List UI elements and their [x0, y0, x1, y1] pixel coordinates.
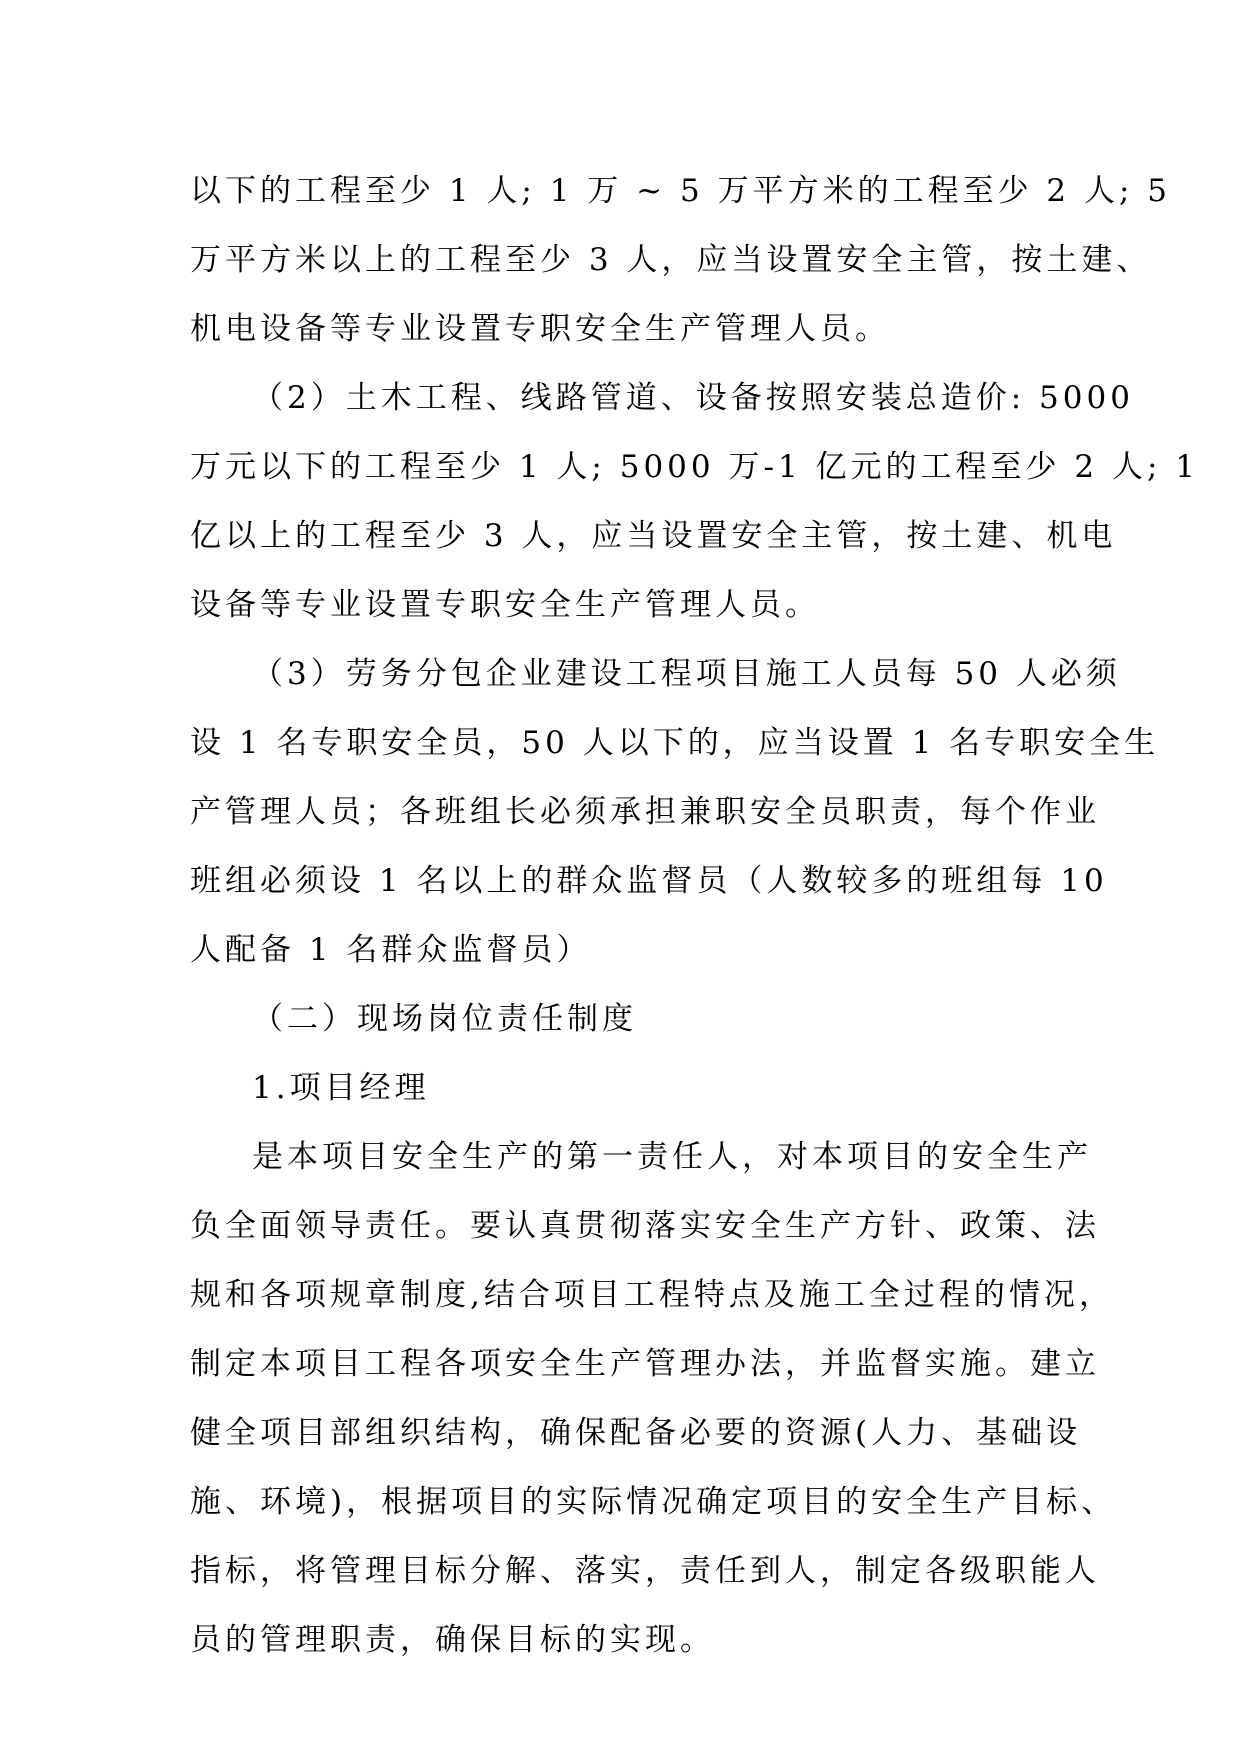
section-heading: （二）现场岗位责任制度 — [252, 1001, 637, 1037]
text-line: 以下的工程至少 1 人; 1 万 ~ 5 万平方米的工程至少 2 人; 5 — [190, 173, 1172, 209]
text-line: 健全项目部组织结构，确保配备必要的资源(人力、基础设 — [190, 1415, 1082, 1451]
text-line: 施、环境)，根据项目的实际情况确定项目的安全生产目标、 — [190, 1484, 1117, 1520]
text-line: 负全面领导责任。要认真贯彻落实安全生产方针、政策、法 — [190, 1208, 1100, 1244]
document-body — [190, 157, 1199, 1675]
text-line: 万平方米以上的工程至少 3 人，应当设置安全主管，按土建、 — [190, 242, 1152, 278]
text-line: 万元以下的工程至少 1 人; 5000 万-1 亿元的工程至少 2 人; 1 — [190, 449, 1199, 485]
text-line: 规和各项规章制度,结合项目工程特点及施工全过程的情况， — [190, 1277, 1114, 1313]
text-line: 亿以上的工程至少 3 人，应当设置安全主管，按土建、机电 — [190, 518, 1117, 554]
text-line: 指标，将管理目标分解、落实，责任到人，制定各级职能人 — [190, 1553, 1100, 1589]
text-line: 制定本项目工程各项安全生产管理办法，并监督实施。建立 — [190, 1346, 1100, 1382]
text-line: 人配备 1 名群众监督员） — [190, 932, 592, 968]
text-line: 员的管理职责，确保目标的实现。 — [190, 1622, 715, 1658]
text-line: 设 1 名专职安全员，50 人以下的，应当设置 1 名专职安全生 — [190, 725, 1160, 761]
text-line: 班组必须设 1 名以上的群众监督员（人数较多的班组每 10 — [190, 863, 1108, 899]
paragraph-start-line: （2）土木工程、线路管道、设备按照安装总造价: 5000 — [252, 380, 1134, 416]
paragraph-start-line: 是本项目安全生产的第一责任人，对本项目的安全生产 — [252, 1139, 1092, 1175]
text-line: 产管理人员；各班组长必须承担兼职安全员职责，每个作业 — [190, 794, 1100, 830]
paragraph-start-line: （3）劳务分包企业建设工程项目施工人员每 50 人必须 — [252, 656, 1121, 692]
subsection-heading: 1.项目经理 — [252, 1070, 430, 1106]
text-line: 机电设备等专业设置专职安全生产管理人员。 — [190, 311, 890, 347]
text-line: 设备等专业设置专职安全生产管理人员。 — [190, 587, 820, 623]
